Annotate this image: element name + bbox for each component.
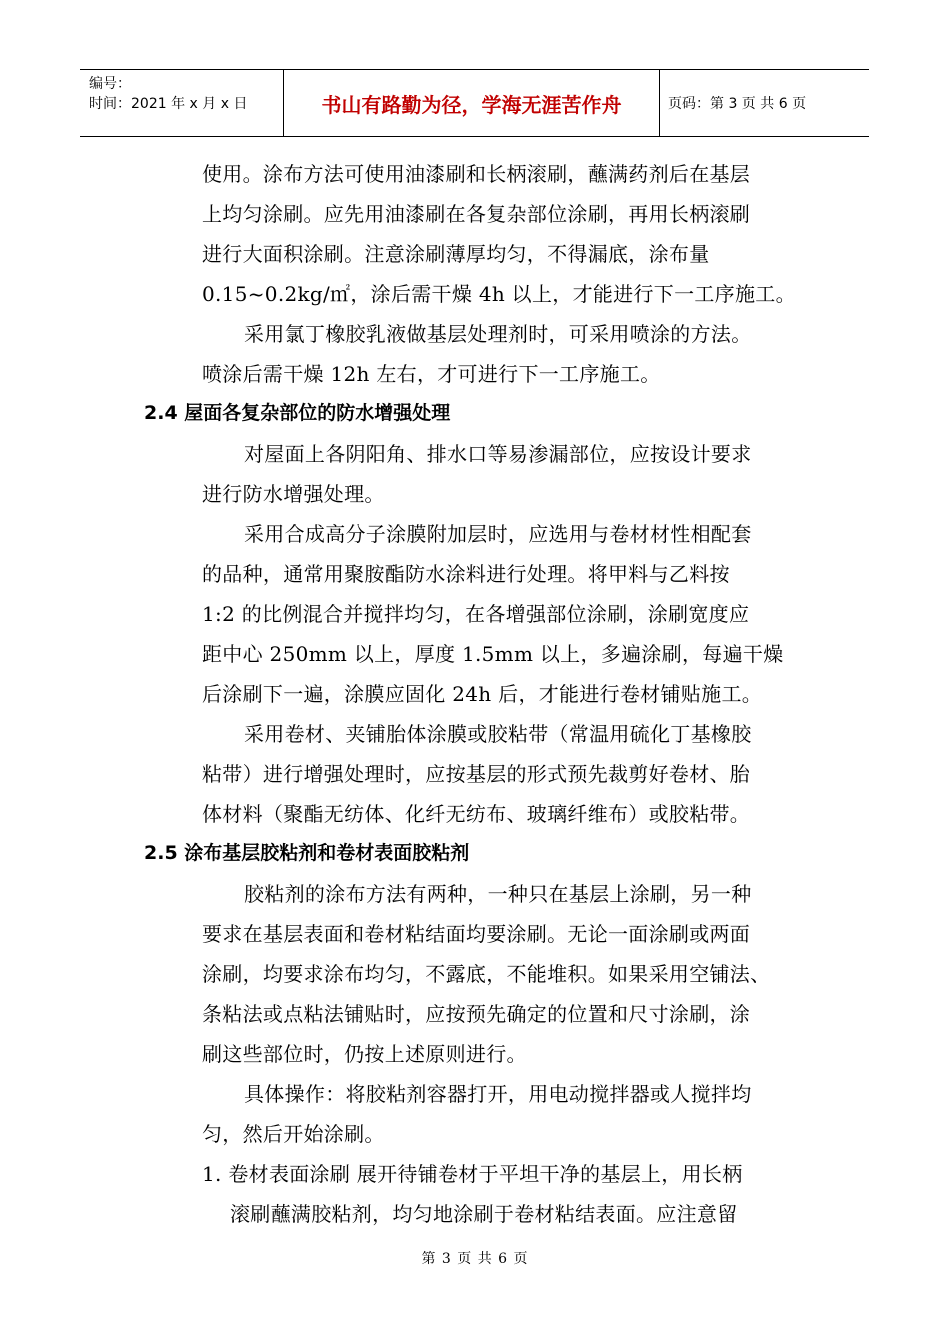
text-line: 1:2 的比例混合并搅拌均匀，在各增强部位涂刷，涂刷宽度应: [202, 602, 750, 626]
text-line: 滚刷蘸满胶粘剂，均匀地涂刷于卷材粘结表面。应注意留: [230, 1202, 738, 1226]
text-line: 采用合成高分子涂膜附加层时，应选用与卷材材性相配套: [244, 522, 752, 546]
text-line: 进行大面积涂刷。注意涂刷薄厚均匀，不得漏底，涂布量: [202, 242, 710, 266]
text-line: 上均匀涂刷。应先用油漆刷在各复杂部位涂刷，再用长柄滚刷: [202, 202, 751, 226]
header-motto: 书山有路勤为径，学海无涯苦作舟: [283, 70, 660, 136]
section-heading: 2.5 涂布基层胶粘剂和卷材表面胶粘剂: [144, 842, 470, 864]
text-line: 的品种，通常用聚胺酯防水涂料进行处理。将甲料与乙料按: [202, 562, 730, 586]
section-heading: 2.4 屋面各复杂部位的防水增强处理: [144, 402, 451, 424]
text-line: 涂刷，均要求涂布均匀，不露底，不能堆积。如果采用空铺法、: [202, 962, 771, 986]
text-line: 采用卷材、夹铺胎体涂膜或胶粘带（常温用硫化丁基橡胶: [244, 722, 752, 746]
page-footer: 第 3 页 共 6 页: [421, 1251, 529, 1267]
header-page: 页码：第 3 页 共 6 页: [668, 96, 807, 112]
text-line: 喷涂后需干燥 12h 左右，才可进行下一工序施工。: [202, 362, 661, 386]
text-line: 要求在基层表面和卷材粘结面均要涂刷。无论一面涂刷或两面: [202, 922, 751, 946]
list-item: 1. 卷材表面涂刷 展开待铺卷材于平坦干净的基层上，用长柄: [202, 1162, 743, 1186]
header-number: 编号：: [89, 76, 131, 92]
text-line: 后涂刷下一遍，涂膜应固化 24h 后，才能进行卷材铺贴施工。: [202, 682, 763, 706]
text-line: 体材料（聚酯无纺体、化纤无纺布、玻璃纤维布）或胶粘带。: [202, 802, 751, 826]
page-header: [80, 69, 869, 137]
text-line: 刷这些部位时，仍按上述原则进行。: [202, 1042, 527, 1066]
header-info: [80, 70, 283, 136]
text-line: 采用氯丁橡胶乳液做基层处理剂时，可采用喷涂的方法。: [244, 322, 752, 346]
text-line: 具体操作：将胶粘剂容器打开，用电动搅拌器或人搅拌均: [244, 1082, 752, 1106]
text-line: 匀，然后开始涂刷。: [202, 1122, 385, 1146]
text-line: 胶粘剂的涂布方法有两种，一种只在基层上涂刷，另一种: [244, 882, 752, 906]
text-line: 对屋面上各阴阳角、排水口等易渗漏部位，应按设计要求: [244, 442, 752, 466]
text-line: 0.15~0.2kg/㎡，涂后需干燥 4h 以上，才能进行下一工序施工。: [202, 282, 796, 306]
header-time: 时间：2021 年 x 月 x 日: [89, 96, 248, 112]
text-line: 粘带）进行增强处理时，应按基层的形式预先裁剪好卷材、胎: [202, 762, 751, 786]
text-line: 条粘法或点粘法铺贴时，应按预先确定的位置和尺寸涂刷，涂: [202, 1002, 751, 1026]
text-line: 距中心 250mm 以上，厚度 1.5mm 以上，多遍涂刷，每遍干燥: [202, 642, 784, 666]
text-line: 进行防水增强处理。: [202, 482, 385, 506]
text-line: 使用。涂布方法可使用油漆刷和长柄滚刷，蘸满药剂后在基层: [202, 162, 751, 186]
